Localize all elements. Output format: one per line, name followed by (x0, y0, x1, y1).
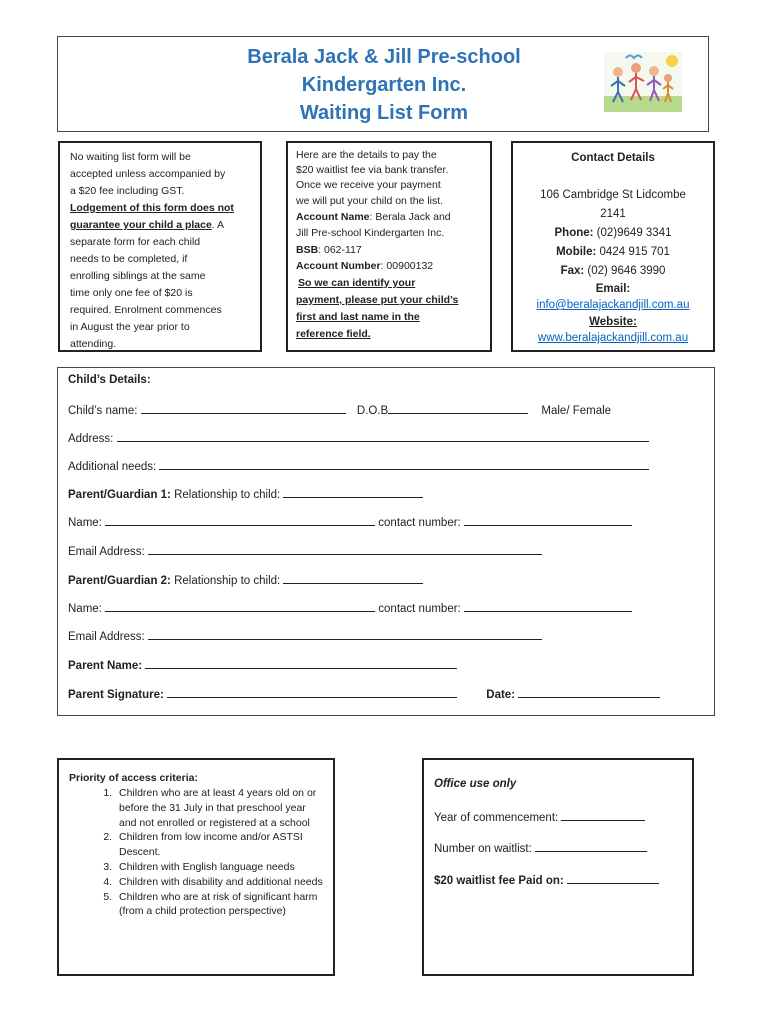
child-details-section (57, 367, 715, 716)
fax-value: (02) 9646 3990 (584, 265, 666, 277)
pg1-email-row (68, 543, 542, 558)
notice-text: accepted unless accompanied by (70, 168, 226, 180)
notice-text: . A (211, 219, 225, 231)
additional-needs-label: Additional needs: (68, 461, 157, 473)
account-name-value: Jill Pre-school Kindergarten Inc. (296, 227, 445, 240)
notice-text: in August the year prior to (70, 321, 190, 333)
notice-text: enrolling siblings at the same (70, 270, 206, 282)
contact-heading: Contact Details (571, 152, 655, 164)
bsb-label: BSB (296, 243, 319, 256)
bank-text: Once we receive your payment (296, 179, 441, 192)
notice-text: No waiting list form will be (70, 151, 191, 163)
pg2-contact-number-field[interactable] (464, 600, 632, 612)
parent-signature-field[interactable] (167, 686, 457, 698)
contact-number-label: contact number: (378, 517, 461, 529)
notice-text: a $20 fee including GST. (70, 185, 185, 197)
priority-heading: Priority of access criteria: (69, 772, 198, 784)
pg1-relationship-field[interactable] (283, 486, 423, 498)
priority-item: 2. Children from low income and/or ASTSI Descent. (115, 830, 323, 860)
account-number-value: : 00900132 (380, 260, 434, 273)
account-name-value: : Berala Jack and (369, 210, 451, 223)
parent-name-row (68, 657, 457, 672)
mobile-label: Mobile: (556, 246, 597, 258)
website-label: Website: (589, 316, 637, 328)
fee-paid-row (434, 872, 659, 887)
waitlist-number-field[interactable] (535, 840, 647, 852)
pg2-name-row (68, 600, 632, 615)
email-link[interactable]: info@beralajackandjill.com.au (536, 299, 690, 311)
child-name-field[interactable] (141, 402, 346, 414)
priority-item: 5. Children who are at risk of significant harm (from a child protection perspective) (115, 890, 323, 920)
additional-needs-row (68, 458, 649, 473)
email-address-label: Email Address: (68, 631, 145, 643)
bank-text: we will put your child on the list. (296, 194, 444, 207)
notice-emphasis: guarantee your child a place (70, 219, 212, 231)
fee-paid-label: $20 waitlist fee Paid on: (434, 875, 564, 887)
pg1-name-field[interactable] (105, 514, 375, 526)
pg2-label: Parent/Guardian 2: (68, 575, 171, 587)
signature-row (68, 686, 660, 701)
child-name-label: Child’s name: (68, 405, 138, 417)
date-label: Date: (486, 689, 516, 701)
pg2-email-row (68, 628, 542, 643)
gender-option[interactable]: Male/ Female (541, 405, 612, 417)
pg2-relationship-field[interactable] (283, 572, 423, 584)
priority-criteria-box (57, 758, 335, 976)
pg1-relationship-row (68, 486, 423, 501)
reference-note: payment, please put your child’s (296, 293, 459, 306)
contact-number-label: contact number: (378, 603, 461, 615)
priority-item: 3. Children with English language needs (115, 860, 323, 875)
dob-field[interactable] (388, 402, 528, 414)
email-address-label: Email Address: (68, 546, 145, 558)
phone-label: Phone: (554, 227, 594, 239)
pg1-email-field[interactable] (148, 543, 542, 555)
address-row (68, 430, 649, 445)
children-playing-logo (604, 52, 682, 112)
notice-text: separate form for each child (70, 236, 201, 248)
priority-item: 1. Children who are at least 4 years old on or before the 31 July in that preschool year and not enrolled or registered at a school (115, 786, 323, 830)
reference-note: reference field. (296, 327, 371, 340)
pg1-contact-number-field[interactable] (464, 514, 632, 526)
address-line: 2141 (600, 208, 626, 220)
priority-list (69, 786, 323, 919)
address-field[interactable] (117, 430, 649, 442)
bank-text: Here are the details to pay the (296, 149, 437, 161)
pg2-name-field[interactable] (105, 600, 375, 612)
pg2-email-field[interactable] (148, 628, 542, 640)
name-label: Name: (68, 517, 102, 529)
notice-text: attending. (70, 338, 117, 350)
relationship-label: Relationship to child: (174, 575, 281, 587)
form-header (57, 36, 709, 132)
fee-paid-field[interactable] (567, 872, 659, 884)
address-label: Address: (68, 433, 114, 445)
priority-item: 4. Children with disability and additional needs (115, 875, 323, 890)
section-heading: Child’s Details: (68, 374, 151, 386)
relationship-label: Relationship to child: (174, 489, 281, 501)
account-name-label: Account Name (296, 210, 370, 223)
title-line-2: Kindergarten Inc. (301, 74, 467, 96)
fax-label: Fax: (560, 265, 585, 277)
notice-text: required. Enrolment commences (70, 304, 222, 316)
year-row (434, 809, 645, 824)
contact-details-box (511, 141, 715, 352)
email-label: Email: (595, 283, 631, 295)
pg1-name-row (68, 514, 632, 529)
bank-text: $20 waitlist fee via bank transfer. (296, 164, 449, 177)
pg2-relationship-row (68, 572, 423, 587)
parent-name-label: Parent Name: (68, 660, 143, 672)
title-line-1: Berala Jack & Jill Pre-school (247, 46, 521, 68)
mobile-value: 0424 915 701 (596, 246, 670, 258)
name-label: Name: (68, 603, 102, 615)
fee-notice-box (58, 141, 262, 352)
office-heading: Office use only (434, 778, 517, 790)
parent-signature-label: Parent Signature: (68, 689, 164, 701)
pg1-label: Parent/Guardian 1: (68, 489, 171, 501)
office-use-box (422, 758, 694, 976)
reference-note: So we can identify your (298, 276, 416, 289)
additional-needs-field[interactable] (159, 458, 649, 470)
reference-note: first and last name in the (296, 310, 420, 323)
year-label: Year of commencement: (434, 812, 559, 824)
bsb-value: : 062-117 (318, 243, 362, 256)
parent-name-field[interactable] (145, 657, 457, 669)
dob-label: D.O.B (356, 405, 389, 417)
waitlist-number-row (434, 840, 647, 855)
phone-value: (02)9649 3341 (593, 227, 672, 239)
notice-text: needs to be completed, if (70, 253, 188, 265)
account-number-label: Account Number (296, 260, 381, 273)
notice-text: time only one fee of $20 is (70, 287, 193, 299)
date-field[interactable] (518, 686, 660, 698)
year-field[interactable] (561, 809, 645, 821)
notice-emphasis: Lodgement of this form does not (70, 202, 234, 214)
waitlist-number-label: Number on waitlist: (434, 843, 532, 855)
child-name-row (68, 402, 611, 417)
address-line: 106 Cambridge St Lidcombe (540, 189, 686, 201)
website-link[interactable]: www.beralajackandjill.com.au (537, 332, 689, 344)
title-line-3: Waiting List Form (299, 102, 469, 124)
bank-details-box (286, 141, 492, 352)
